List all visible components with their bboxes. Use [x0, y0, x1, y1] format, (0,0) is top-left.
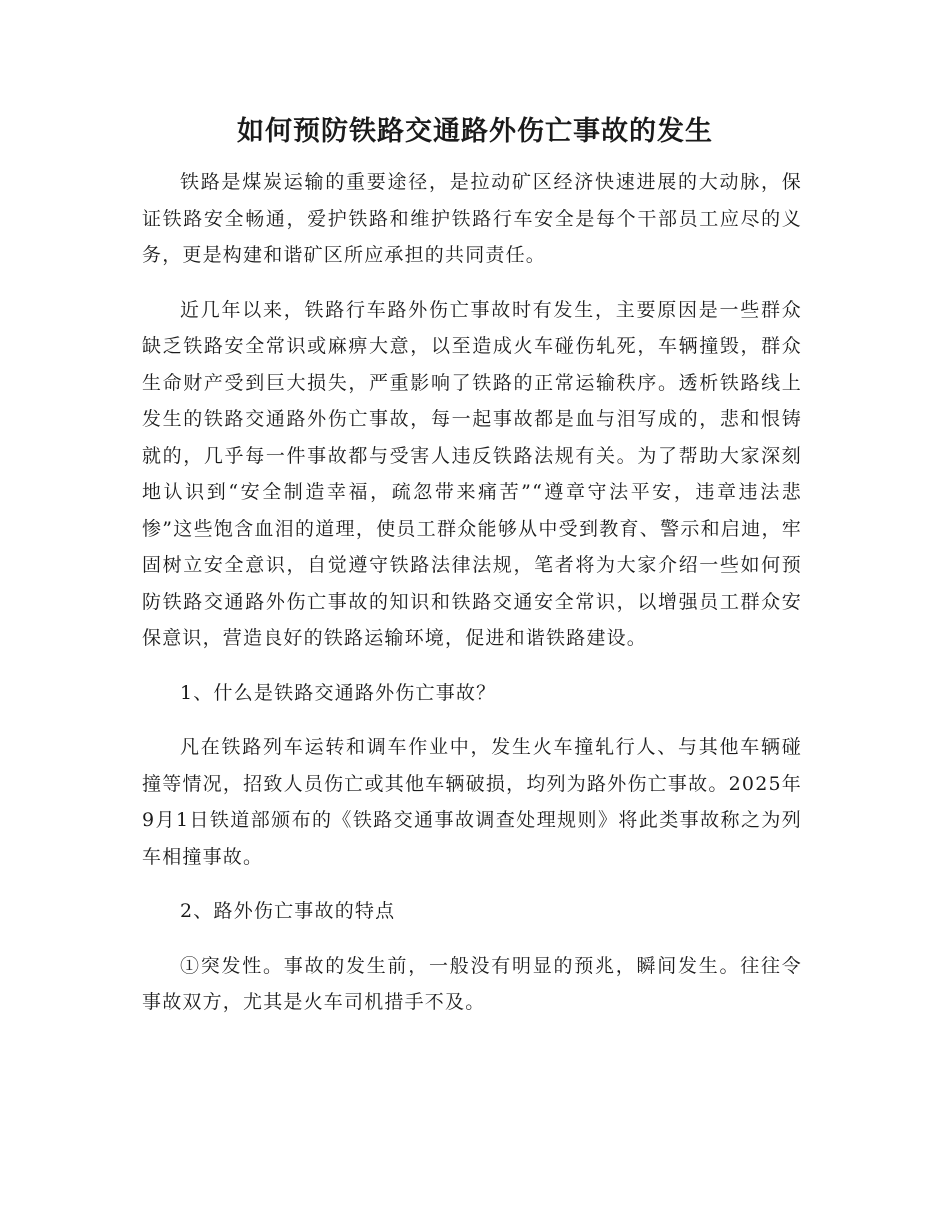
paragraph-intro: 铁路是煤炭运输的重要途径，是拉动矿区经济快速进展的大动脉，保证铁路安全畅通，爱护铁路和维护铁路行车安全是每个干部员工应尽的义务，更是构建和谐矿区所应承担的共同责任。 — [142, 171, 802, 266]
section-heading-2: 2、路外伤亡事故的特点 — [180, 900, 396, 922]
document-body — [142, 164, 802, 1039]
paragraph-definition: 凡在铁路列车运转和调车作业中，发生火车撞轧行人、与其他车辆碰撞等情况，招致人员伤亡或其他车辆破损，均列为路外伤亡事故。2025年9月1日铁道部颁布的《铁路交通事故调查处理规则》将此类事故称之为列车相撞事故。 — [142, 736, 802, 868]
paragraph-feature-1: ①突发性。事故的发生前，一般没有明显的预兆，瞬间发生。往往令事故双方，尤其是火车司机措手不及。 — [142, 954, 802, 1013]
section-heading-1: 1、什么是铁路交通路外伤亡事故？ — [180, 681, 497, 704]
paragraph-background: 近几年以来，铁路行车路外伤亡事故时有发生，主要原因是一些群众缺乏铁路安全常识或麻痹大意，以至造成火车碰伤轧死，车辆撞毁，群众生命财产受到巨大损失，严重影响了铁路的正常运输秩序。透析铁路线上发生的铁路交通路外伤亡事故，每一起事故都是血与泪写成的，悲和恨铸就的，几乎每一件事故都与受害人违反铁路法规有关。为了帮助大家深刻地认识到“安全制造幸福，疏忽带来痛苦”“遵章守法平安，违章违法悲惨”这些饱含血泪的道理，使员工群众能够从中受到教育、警示和启迪，牢固树立安全意识，自觉遵守铁路法律法规，笔者将为大家介绍一些如何预防铁路交通路外伤亡事故的知识和铁路交通安全常识，以增强员工群众安保意识，营造良好的铁路运输环境，促进和谐铁路建设。 — [142, 298, 802, 649]
document-title: 如何预防铁路交通路外伤亡事故的发生 — [237, 116, 713, 147]
